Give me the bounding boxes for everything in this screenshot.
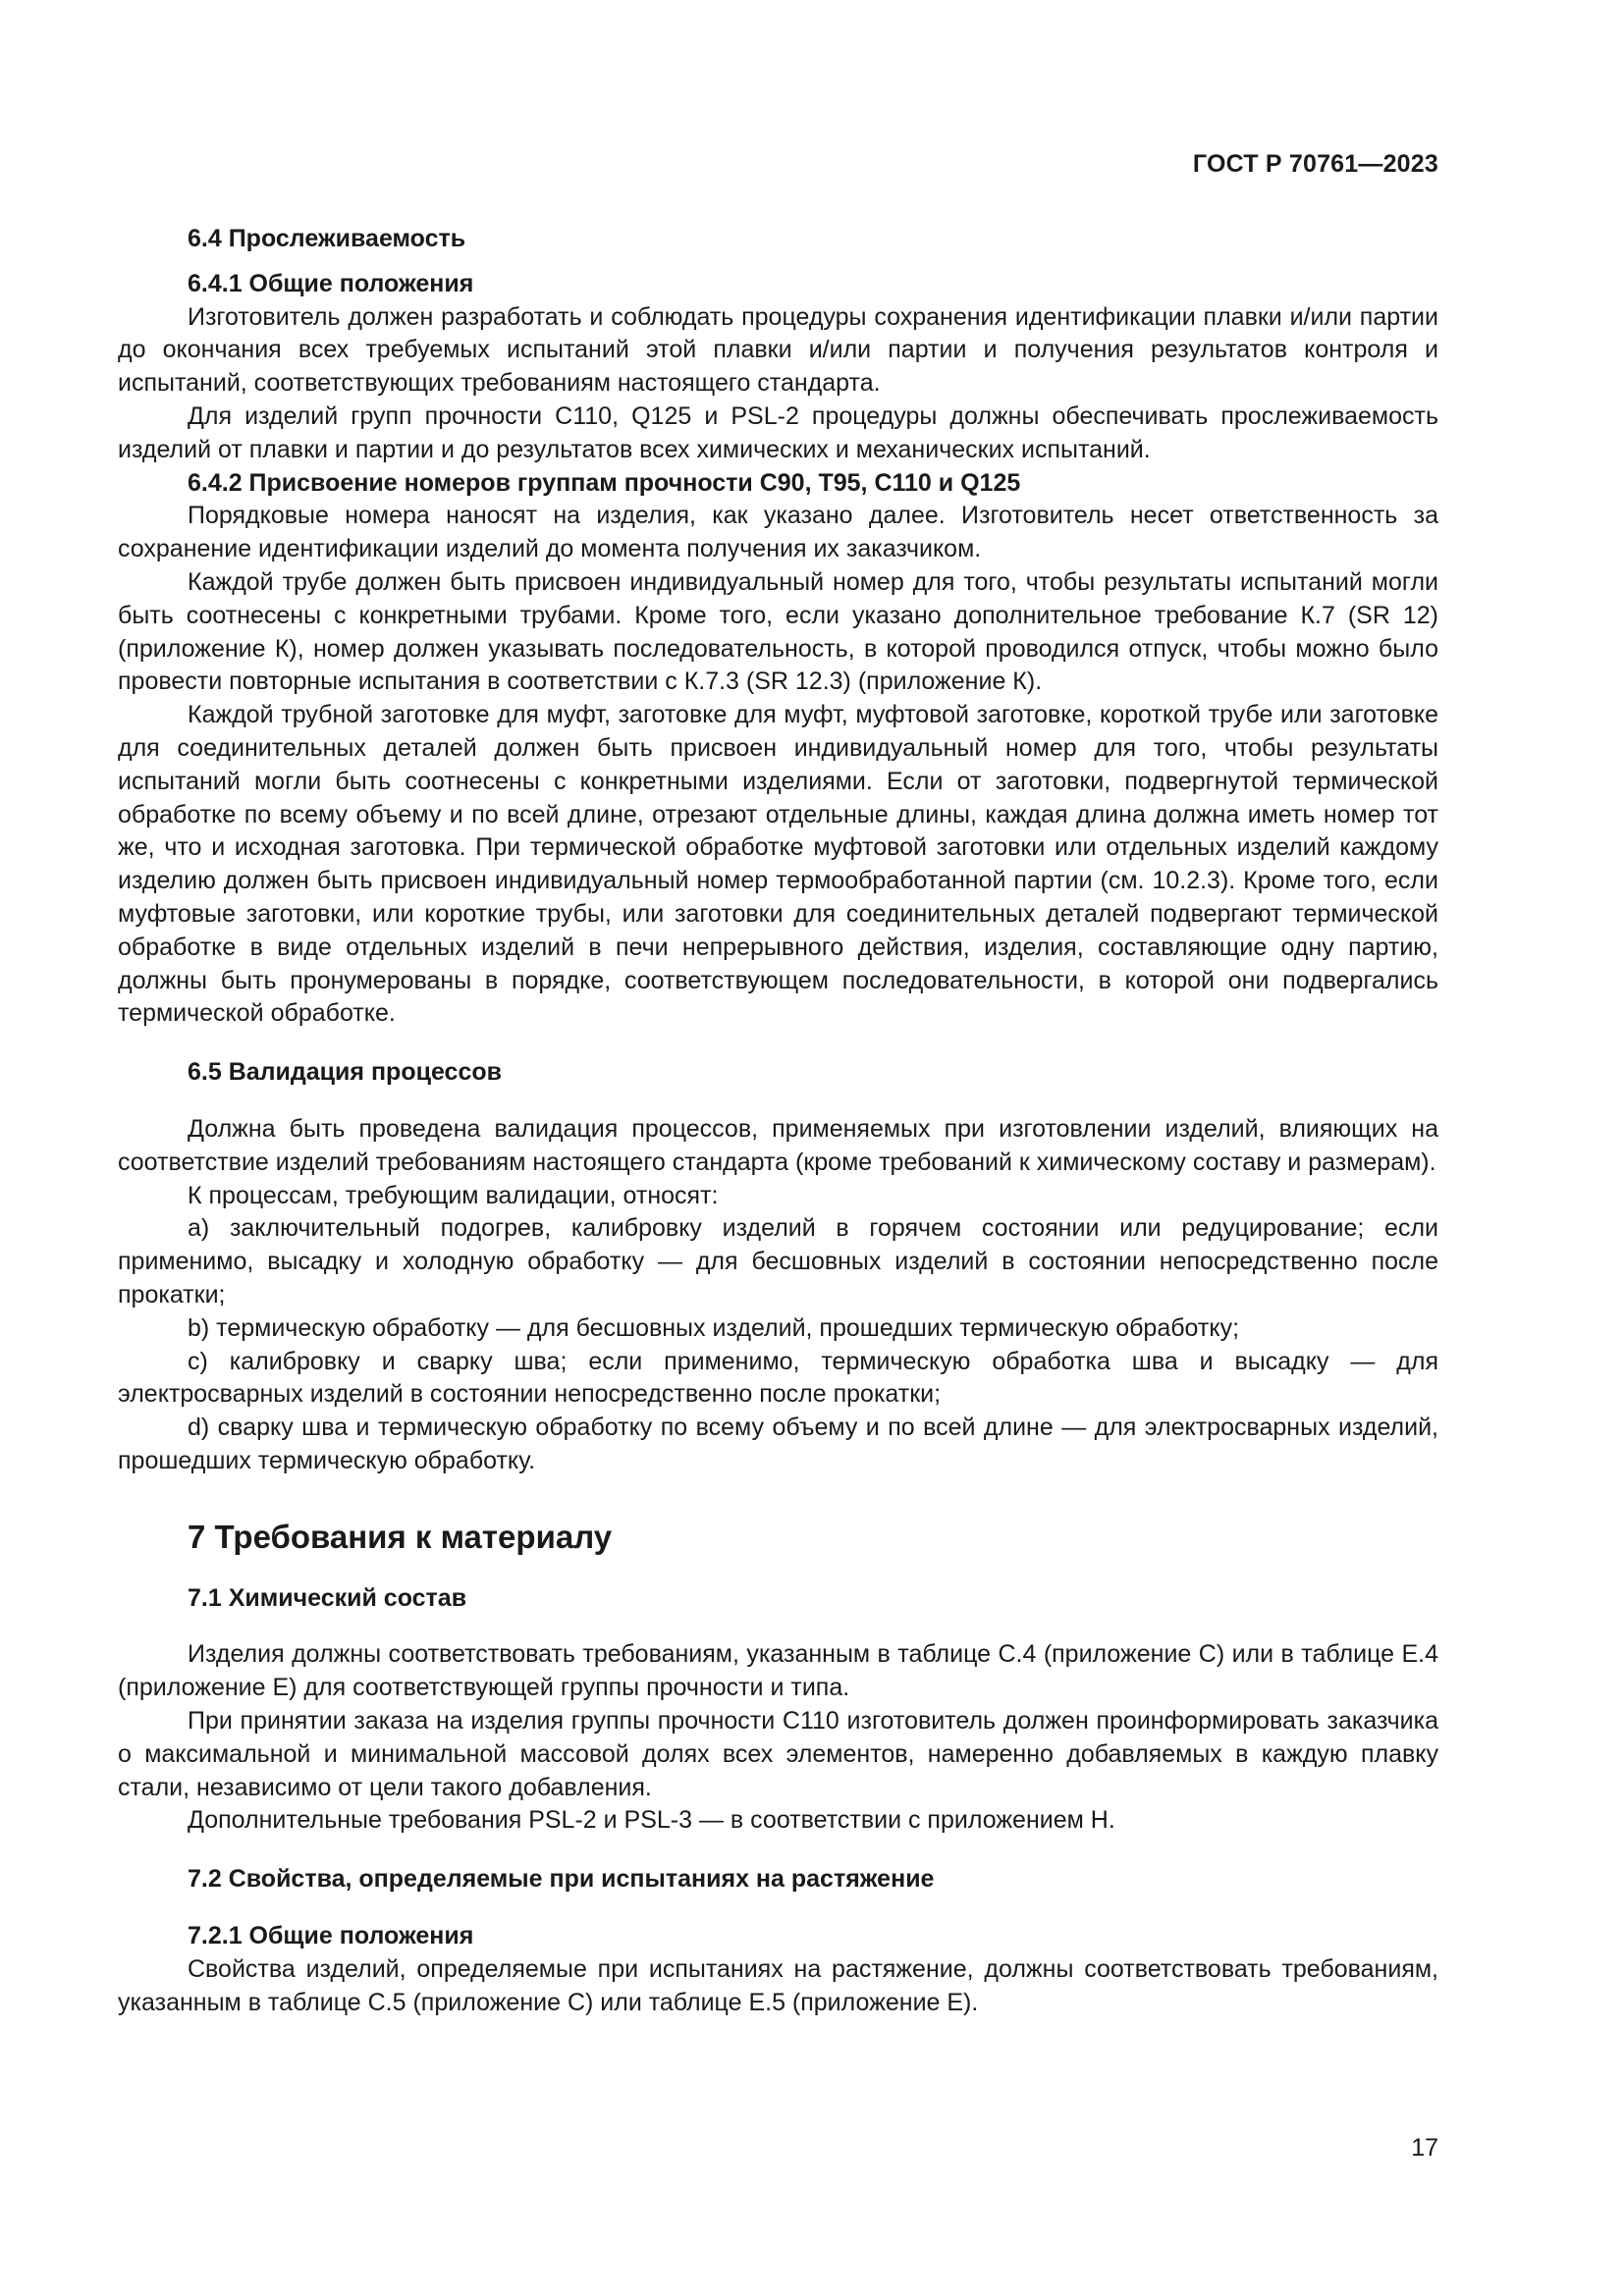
paragraph: Свойства изделий, определяемые при испытаниях на растяжение, должны соответствовать требованиям, указанным в таблице С.5 (приложение С) или таблице Е.5 (приложение Е). <box>118 1954 1438 2016</box>
page-content <box>118 223 1438 2019</box>
section-7-2-heading: 7.2 Свойства, определяемые при испытаниях на растяжение <box>188 1865 935 1894</box>
paragraph: Дополнительные требования PSL-2 и PSL-3 — в соответствии с приложением Н. <box>188 1806 1115 1835</box>
section-6-4-1-heading: 6.4.1 Общие положения <box>188 269 474 297</box>
paragraph: Должна быть проведена валидация процессов, применяемых при изготовлении изделий, влияющих на соответствие изделий требованиям настоящего стандарта (кроме требований к химическому составу и размерам). <box>118 1114 1438 1176</box>
document-page <box>118 0 1438 2296</box>
section-6-4-2-heading: 6.4.2 Присвоение номеров группам прочности С90, Т95, С110 и Q125 <box>188 468 1021 497</box>
list-item: b) термическую обработку — для бесшовных изделий, прошедших термическую обработку; <box>188 1313 1240 1342</box>
paragraph: Изготовитель должен разработать и соблюдать процедуры сохранения идентификации плавки и/или партии до окончания всех требуемых испытаний этой плавки и/или партии и получения результатов контроля и испытаний, соответствующих требованиям настоящего стандарта. <box>118 302 1438 398</box>
list-item: d) сварку шва и термическую обработку по всему объему и по всей длине — для электросварных изделий, прошедших термическую обработку. <box>118 1414 1438 1474</box>
section-7-2-1-heading: 7.2.1 Общие положения <box>188 1922 474 1950</box>
chapter-7-heading: 7 Требования к материалу <box>188 1518 613 1555</box>
list-item: a) заключительный подогрев, калибровку изделий в горячем состоянии или редуцирование; если применимо, высадку и холодную обработку — для бесшовных изделий в состоянии непосредственно после прокатки; <box>118 1214 1438 1308</box>
paragraph: При принятии заказа на изделия группы прочности С110 изготовитель должен проинформировать заказчика о максимальной и минимальной массовой долях всех элементов, намеренно добавляемых в каждую плавку стали, независимо от цели такого добавления. <box>118 1707 1438 1801</box>
paragraph: Каждой трубе должен быть присвоен индивидуальный номер для того, чтобы результаты испытаний могли быть соотнесены с конкретными трубами. Кроме того, если указано дополнительное требование К.7 (SR 12) (приложение К), номер должен указывать последовательность, в которой проводился отпуск, чтобы можно было провести повторные испытания в соответствии с К.7.3 (SR 12.3) (приложение К). <box>118 567 1438 696</box>
section-7-1-heading: 7.1 Химический состав <box>188 1583 467 1612</box>
page-number: 17 <box>1411 2134 1438 2162</box>
section-6-4-heading: 6.4 Прослеживаемость <box>188 225 466 252</box>
paragraph: Для изделий групп прочности С110, Q125 и PSL-2 процедуры должны обеспечивать прослеживаемость изделий от плавки и партии и до результатов всех химических и механических испытаний. <box>118 401 1438 463</box>
document-code: ГОСТ Р 70761—2023 <box>1192 150 1438 178</box>
paragraph: Каждой трубной заготовке для муфт, заготовке для муфт, муфтовой заготовке, короткой трубе или заготовке для соединительных деталей должен быть присвоен индивидуальный номер для того, чтобы результаты испытаний могли быть соотнесены с конкретными изделиями. Если от заготовки, подвергнутой термической обработке по всему объему и по всей длине, отрезают отдельные длины, каждая длина должна иметь номер тот же, что и исходная заготовка. При термической обработке муфтовой заготовки или отдельных изделий каждому изделию должен быть присвоен индивидуальный номер термообработанной партии (см. 10.2.3). Кроме того, если муфтовые заготовки, или короткие трубы, или заготовки для соединительных деталей подвергают термической обработке в виде отдельных изделий в печи непрерывного действия, изделия, составляющие одну партию, должны быть пронумерованы в порядке, соответствующем последовательности, в которой они подвергались термической обработке. <box>118 701 1438 1028</box>
section-6-5-heading: 6.5 Валидация процессов <box>188 1058 502 1087</box>
paragraph: Порядковые номера наносят на изделия, как указано далее. Изготовитель несет ответственность за сохранение идентификации изделий до момента получения их заказчиком. <box>118 502 1438 563</box>
paragraph: Изделия должны соответствовать требованиям, указанным в таблице С.4 (приложение С) или в таблице Е.4 (приложение Е) для соответствующей группы прочности и типа. <box>118 1640 1438 1702</box>
list-item: c) калибровку и сварку шва; если применимо, термическую обработка шва и высадку — для электросварных изделий в состоянии непосредственно после прокатки; <box>118 1347 1438 1409</box>
paragraph: К процессам, требующим валидации, относят: <box>188 1181 719 1209</box>
